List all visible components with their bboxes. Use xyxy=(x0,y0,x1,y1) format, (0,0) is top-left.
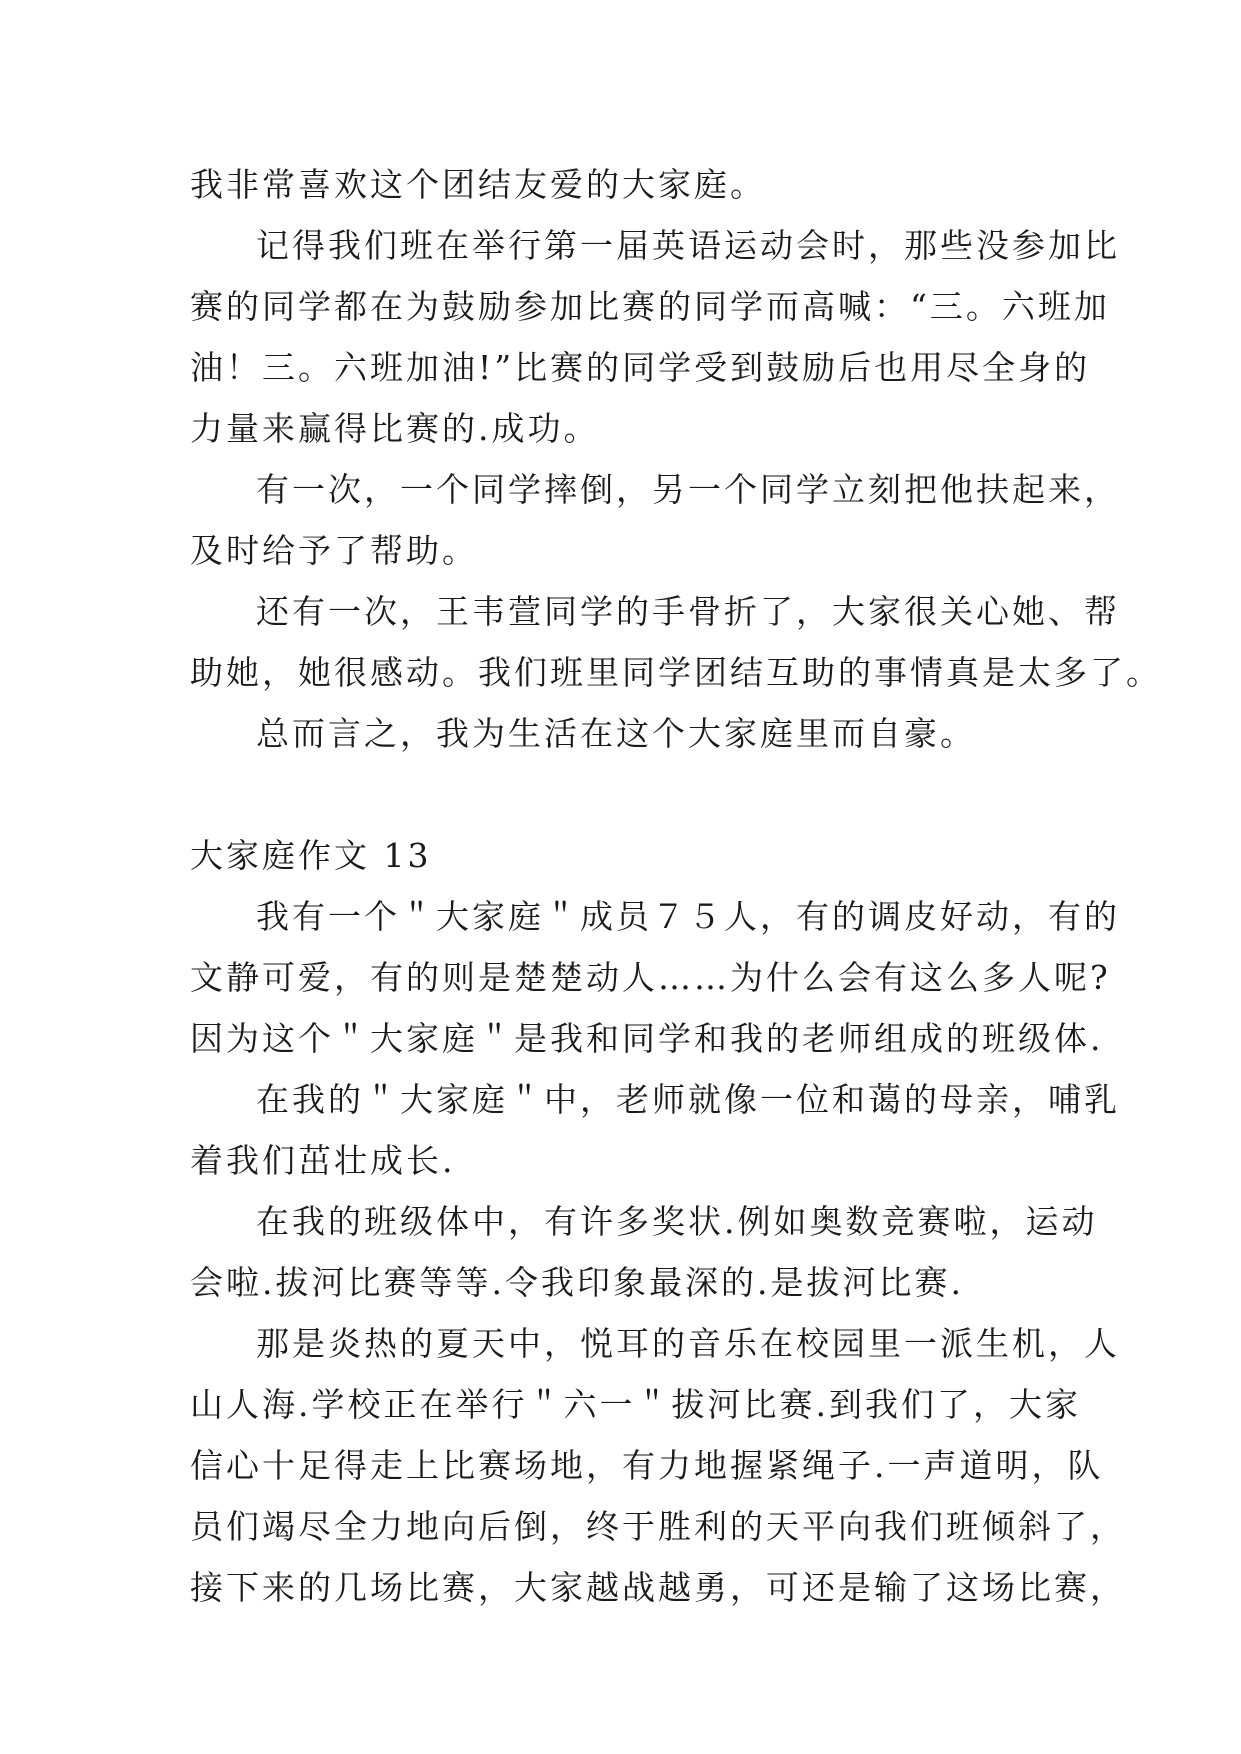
text-line: 信心十足得走上比赛场地，有力地握紧绳子.一声道明，队 xyxy=(190,1446,1104,1485)
text-line: 接下来的几场比赛，大家越战越勇，可还是输了这场比赛， xyxy=(190,1568,1126,1607)
text-line: 在我的＂大家庭＂中，老师就像一位和蔼的母亲，哺乳 xyxy=(256,1080,1120,1119)
section-gap xyxy=(190,764,1070,825)
text-line: 因为这个＂大家庭＂是我和同学和我的老师组成的班级体. xyxy=(190,1019,1104,1058)
text-line: 及时给予了帮助。 xyxy=(190,531,478,570)
text-line: 力量来赢得比赛的.成功。 xyxy=(190,409,600,448)
section-title: 大家庭作文 13 xyxy=(190,836,432,875)
essay-part-1 xyxy=(190,154,1162,764)
essay-text xyxy=(190,154,1162,1618)
text-line: 记得我们班在举行第一届英语运动会时，那些没参加比 xyxy=(256,226,1120,265)
essay-part-2 xyxy=(190,886,1126,1618)
text-line: 我有一个＂大家庭＂成员７５人，有的调皮好动，有的 xyxy=(256,897,1120,936)
text-line: 油！三。六班加油!”比赛的同学受到鼓励后也用尽全身的 xyxy=(190,348,1091,387)
text-line: 员们竭尽全力地向后倒，终于胜利的天平向我们班倾斜了， xyxy=(190,1507,1126,1546)
text-line: 在我的班级体中，有许多奖状.例如奥数竞赛啦，运动 xyxy=(256,1202,1098,1241)
text-line: 着我们茁壮成长. xyxy=(190,1141,456,1180)
text-line: 助她，她很感动。我们班里同学团结互助的事情真是太多了。 xyxy=(190,653,1162,692)
text-line: 我非常喜欢这个团结友爱的大家庭。 xyxy=(190,165,766,204)
text-line: 会啦.拔河比赛等等.令我印象最深的.是拔河比赛. xyxy=(190,1263,964,1302)
text-line: 还有一次，王韦萱同学的手骨折了，大家很关心她、帮 xyxy=(256,592,1120,631)
text-line: 总而言之，我为生活在这个大家庭里而自豪。 xyxy=(256,714,976,753)
text-line: 赛的同学都在为鼓励参加比赛的同学而高喊：“三。六班加 xyxy=(190,287,1110,326)
text-line: 文静可爱，有的则是楚楚动人……为什么会有这么多人呢? xyxy=(190,958,1111,997)
text-line: 那是炎热的夏天中，悦耳的音乐在校园里一派生机，人 xyxy=(256,1324,1120,1363)
text-line: 山人海.学校正在举行＂六一＂拔河比赛.到我们了，大家 xyxy=(190,1385,1081,1424)
text-line: 有一次，一个同学摔倒，另一个同学立刻把他扶起来， xyxy=(256,470,1120,509)
